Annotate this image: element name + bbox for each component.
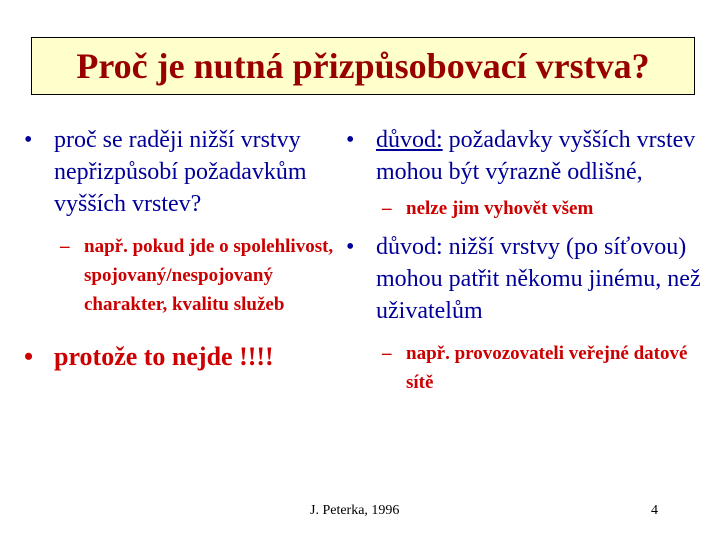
slide-title: Proč je nutná přizpůsobovací vrstva? bbox=[76, 46, 650, 86]
left-bullet-1-text: proč se raději nižší vrstvy nepřizpůsobí požadavkům vyšších vrstev? bbox=[54, 127, 307, 217]
left-sub-1-text: např. pokud jde o spolehlivost, spojovaný/nespojovaný charakter, kvalitu služeb bbox=[84, 236, 334, 315]
left-bullet-2-text: protože to nejde !!!! bbox=[54, 342, 274, 371]
title-box bbox=[31, 37, 695, 95]
right-bullet-1 bbox=[346, 124, 706, 188]
left-sub-1 bbox=[24, 232, 344, 319]
dash-icon: – bbox=[382, 343, 392, 364]
left-bullet-2 bbox=[24, 341, 344, 373]
right-bullet-2 bbox=[346, 231, 706, 327]
dash-icon: – bbox=[60, 236, 70, 257]
right-column bbox=[346, 124, 706, 397]
left-bullet-1 bbox=[24, 124, 344, 220]
dash-icon: – bbox=[382, 198, 392, 219]
bullet-icon: • bbox=[346, 234, 355, 260]
bullet-icon: • bbox=[346, 127, 355, 153]
right-sub-2 bbox=[346, 339, 706, 397]
right-sub-2-text: např. provozovateli veřejné datové sítě bbox=[406, 343, 688, 393]
page-number: 4 bbox=[651, 503, 658, 518]
left-column bbox=[24, 124, 344, 373]
right-sub-1 bbox=[346, 194, 706, 223]
right-bullet-1-underlined: důvod: bbox=[376, 127, 443, 153]
bullet-icon: • bbox=[24, 342, 34, 371]
footer-author: J. Peterka, 1996 bbox=[310, 503, 400, 518]
right-bullet-1-text: požadavky vyšších vrstev mohou být výrazně odlišné, bbox=[376, 127, 696, 185]
right-bullet-2-text: důvod: nižší vrstvy (po síťovou) mohou patřit někomu jinému, než uživatelům bbox=[376, 234, 701, 324]
bullet-icon: • bbox=[24, 127, 33, 153]
right-sub-1-text: nelze jim vyhovět všem bbox=[406, 198, 594, 219]
